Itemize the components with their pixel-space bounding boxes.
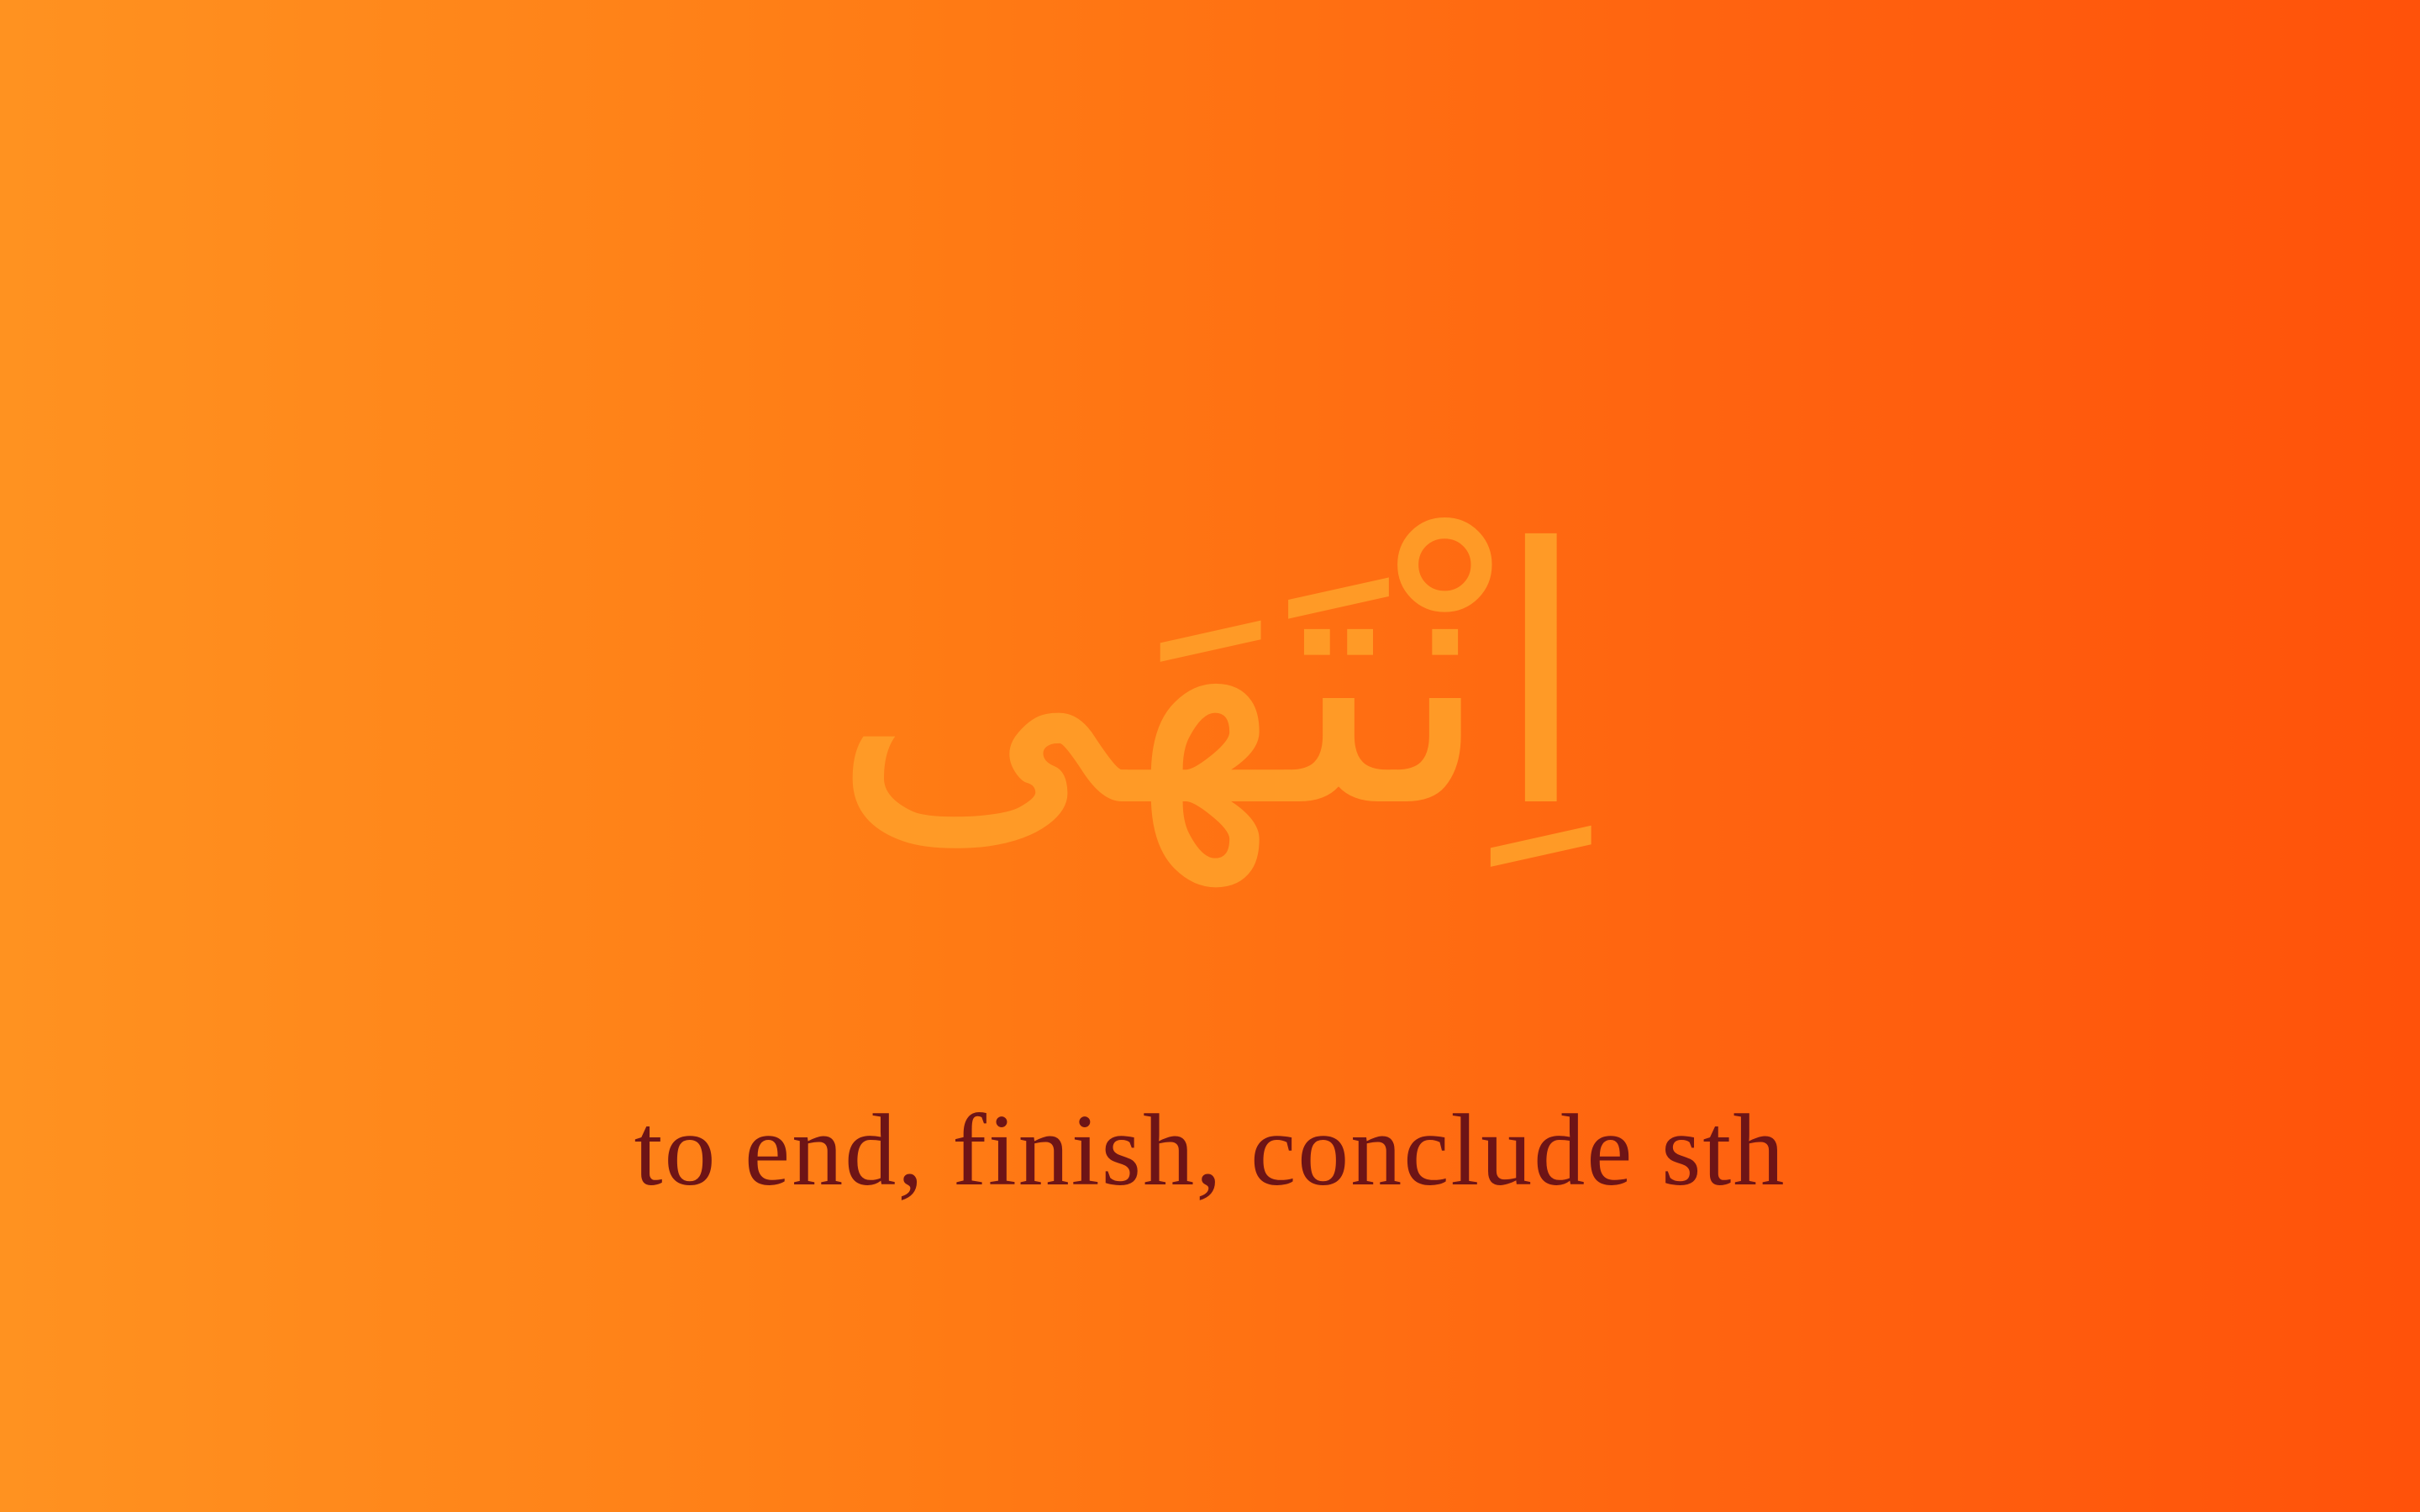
arabic-word: اِنْتَهَى (830, 475, 1590, 885)
translation-text: to end, finish, conclude sth (634, 1094, 1786, 1207)
